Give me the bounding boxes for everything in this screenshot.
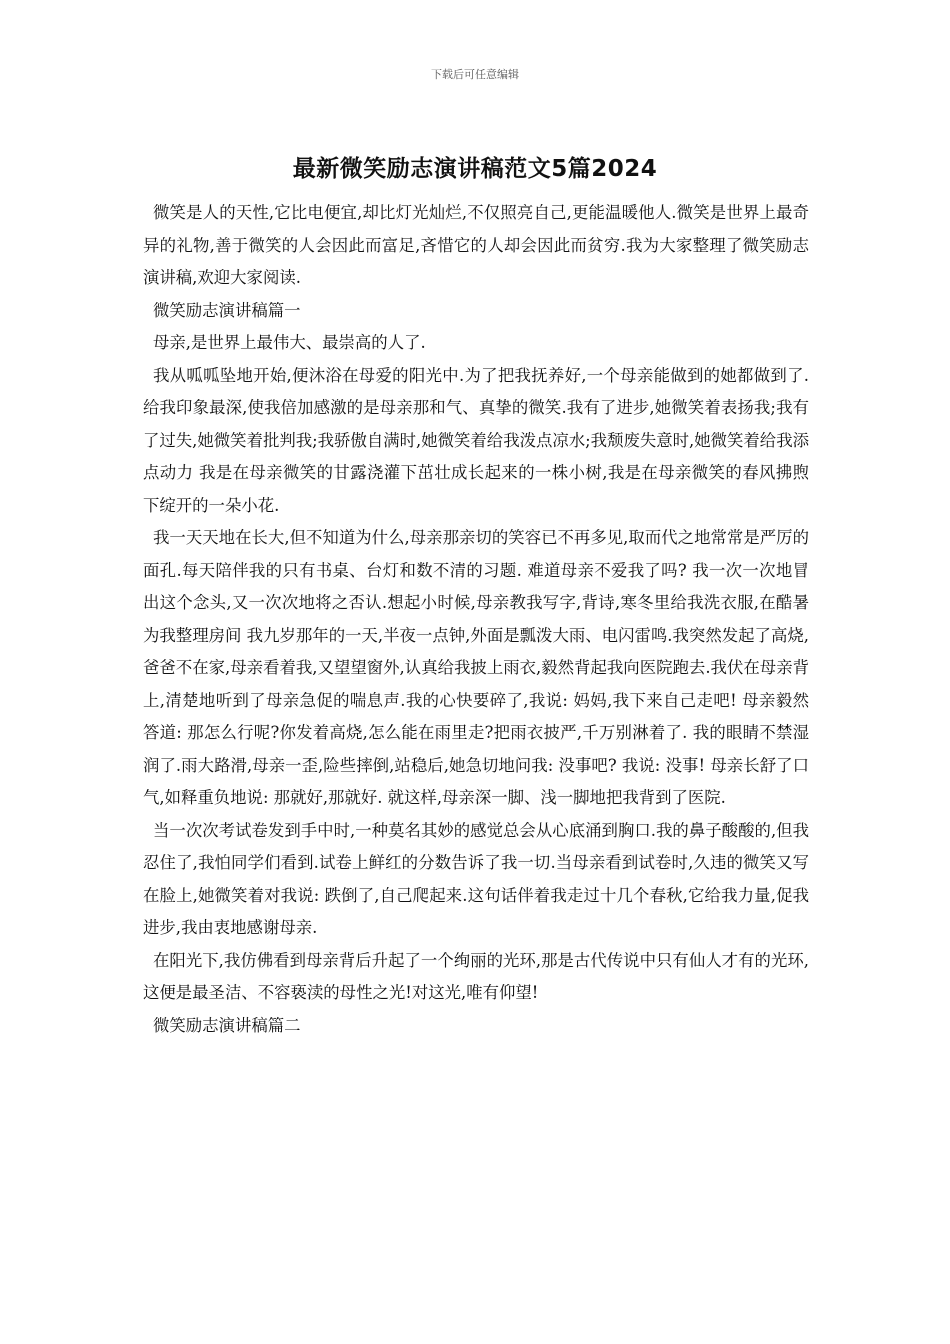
paragraph: 在阳光下,我仿佛看到母亲背后升起了一个绚丽的光环,那是古代传说中只有仙人才有的光环,这便是最圣洁、不容亵渎的母性之光!对这光,唯有仰望! (143, 950, 809, 1002)
document-title: 最新微笑励志演讲稿范文5篇2024 (292, 156, 658, 182)
paragraph: 我一天天地在长大,但不知道为什么,母亲那亲切的笑容已不再多见,取而代之地常常是严厉的面孔.每天陪伴我的只有书桌、台灯和数不清的习题. 难道母亲不爱我了吗? 我一次一次地冒出这个念头,又一次次地将之否认.想起小时候,母亲教我写字,背诗,寒冬里给我洗衣服,在酷暑为我整理房间 我九岁那年的一天,半夜一点钟,外面是瓢泼大雨、电闪雷鸣.我突然发起了高烧,爸爸不在家,母亲看着我,又望望窗外,认真给我披上雨衣,毅然背起我向医院跑去.我伏在母亲背上,清楚地听到了母亲急促的喘息声.我的心快要碎了,我说: 妈妈,我下来自己走吧! 母亲毅然答道: 那怎么行呢?你发着高烧,怎么能在雨里走?把雨衣披严,千万别淋着了. 我的眼睛不禁湿润了.雨大路滑,母亲一歪,险些摔倒,站稳后,她急切地问我: 没事吧? 我说: 没事! 母亲长舒了口气,如释重负地说: 那就好,那就好. 就这样,母亲深一脚、浅一脚地把我背到了医院. (143, 528, 809, 807)
paragraph-intro: 微笑是人的天性,它比电便宜,却比灯光灿烂,不仅照亮自己,更能温暖他人.微笑是世界上最奇异的礼物,善于微笑的人会因此而富足,吝惜它的人却会因此而贫穷.我为大家整理了微笑励志演讲稿,欢迎大家阅读. (143, 203, 809, 287)
paragraph: 我从呱呱坠地开始,便沐浴在母爱的阳光中.为了把我抚养好,一个母亲能做到的她都做到了.给我印象最深,使我倍加感激的是母亲那和气、真挚的微笑.我有了进步,她微笑着表扬我;我有了过失,她微笑着批判我;我骄傲自满时,她微笑着给我泼点凉水;我颓废失意时,她微笑着给我添点动力 我是在母亲微笑的甘露浇灌下茁壮成长起来的一株小树,我是在母亲微笑的春风拂煦下绽开的一朵小花. (143, 365, 809, 515)
document-body (143, 197, 809, 1042)
header-note: 下载后可任意编辑 (431, 68, 519, 81)
section-heading-2: 微笑励志演讲稿篇二 (153, 1015, 301, 1035)
paragraph: 当一次次考试卷发到手中时,一种莫名其妙的感觉总会从心底涌到胸口.我的鼻子酸酸的,但我忍住了,我怕同学们看到.试卷上鲜红的分数告诉了我一切.当母亲看到试卷时,久违的微笑又写在脸上,她微笑着对我说: 跌倒了,自己爬起来.这句话伴着我走过十几个春秋,它给我力量,促我进步,我由衷地感谢母亲. (143, 820, 809, 937)
paragraph: 母亲,是世界上最伟大、最崇高的人了. (153, 333, 426, 352)
section-heading-1: 微笑励志演讲稿篇一 (153, 300, 301, 320)
